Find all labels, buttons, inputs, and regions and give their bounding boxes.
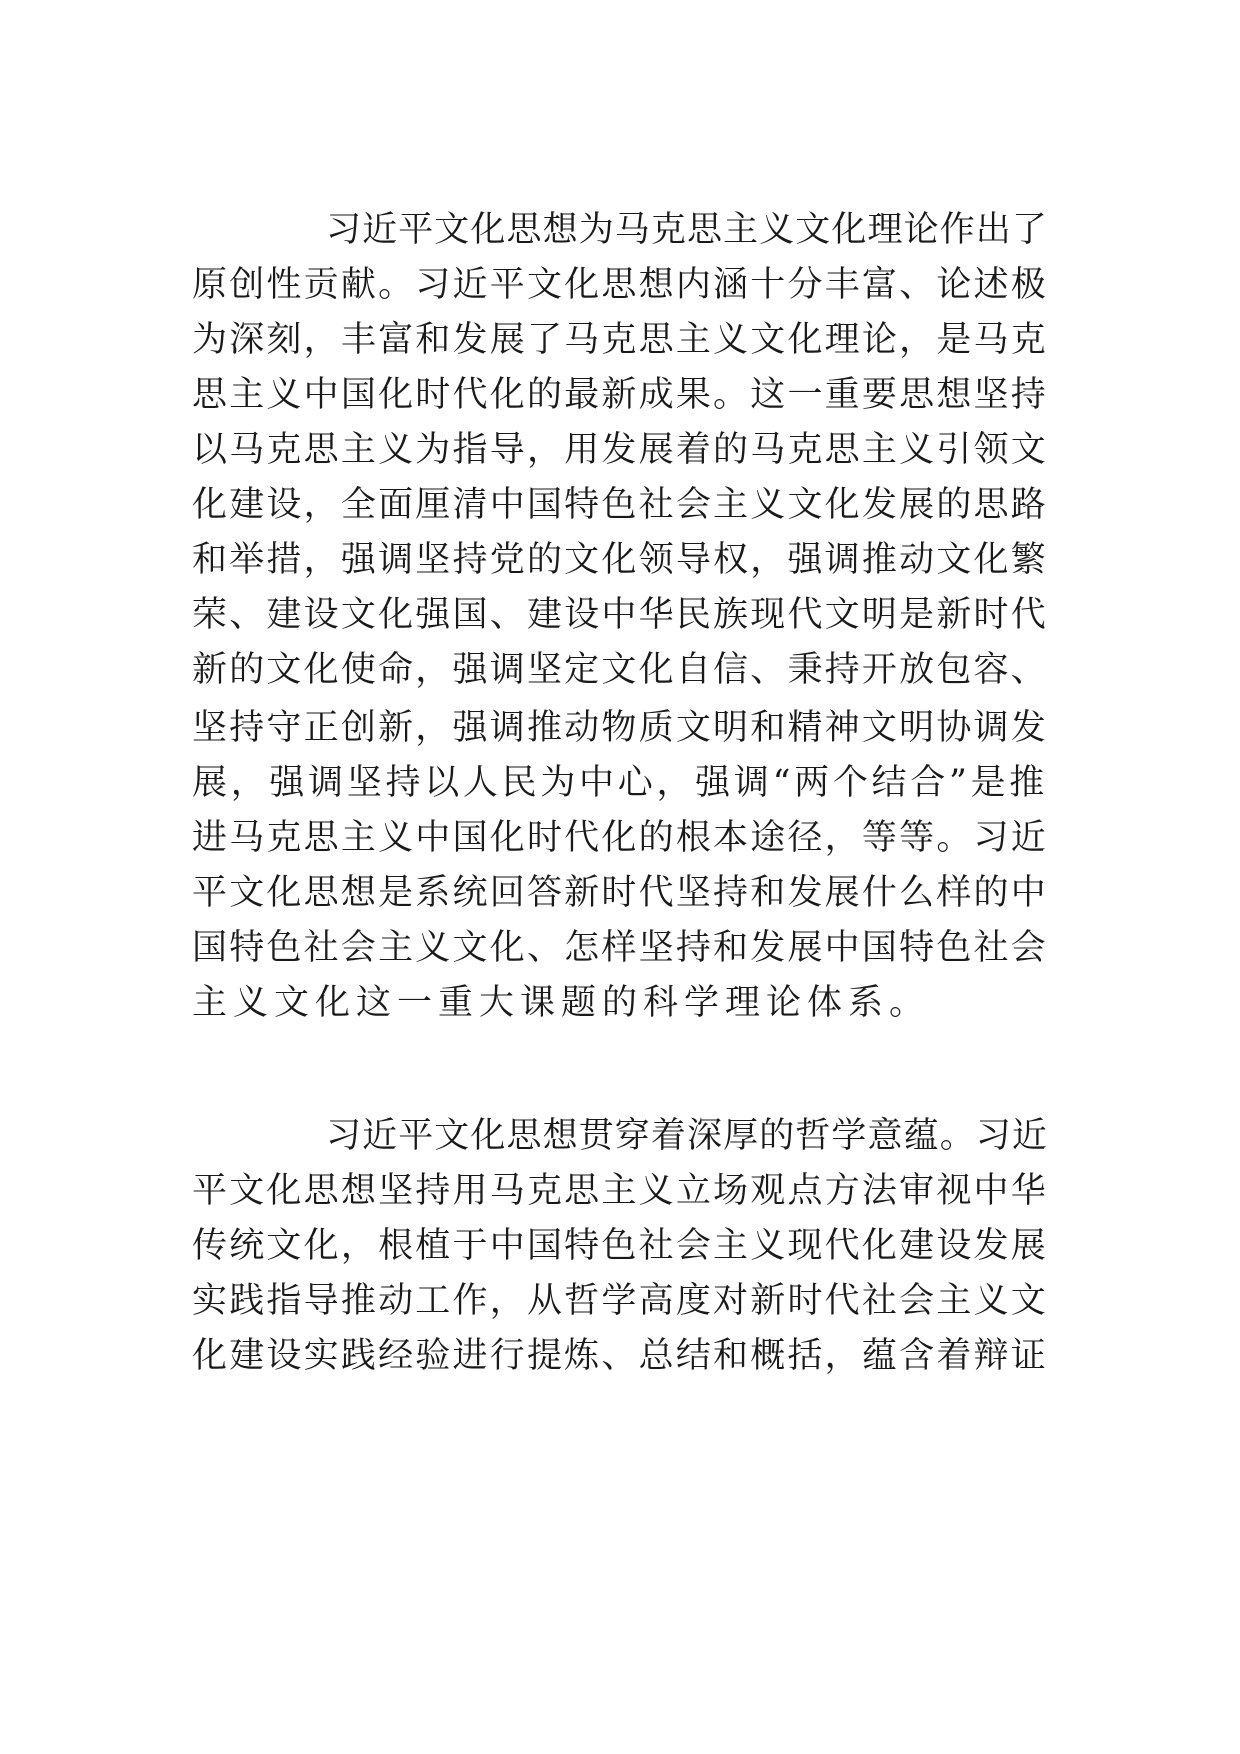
text-line: 荣、建设文化强国、建设中华民族现代文明是新时代 [192,595,1048,635]
text-line: 原创性贡献。习近平文化思想内涵十分丰富、论述极 [192,265,1048,305]
text-line: 实践指导推动工作，从哲学高度对新时代社会主义文 [192,1281,1048,1321]
text-line: 展，强调坚持以人民为中心，强调“两个结合”是推 [192,763,1048,803]
text-line: 思主义中国化时代化的最新成果。这一重要思想坚持 [192,375,1048,415]
text-line: 传统文化，根植于中国特色社会主义现代化建设发展 [192,1226,1048,1266]
text-line: 国特色社会主义文化、怎样坚持和发展中国特色社会 [192,928,1048,968]
text-line: 坚持守正创新，强调推动物质文明和精神文明协调发 [192,708,1048,748]
text-line: 进马克思主义中国化时代化的根本途径，等等。习近 [192,818,1048,858]
text-line: 化建设实践经验进行提炼、总结和概括，蕴含着辩证 [192,1336,1048,1376]
text-line: 新的文化使命，强调坚定文化自信、秉持开放包容、 [192,650,1048,690]
text-line: 习近平文化思想贯穿着深厚的哲学意蕴。习近 [326,1116,1048,1156]
text-line: 为深刻，丰富和发展了马克思主义文化理论，是马克 [192,320,1048,360]
text-line: 和举措，强调坚持党的文化领导权，强调推动文化繁 [192,540,1048,580]
text-line: 以马克思主义为指导，用发展着的马克思主义引领文 [192,430,1048,470]
text-line: 主义文化这一重大课题的科学理论体系。 [192,983,931,1023]
text-line: 平文化思想是系统回答新时代坚持和发展什么样的中 [192,873,1048,913]
text-line: 平文化思想坚持用马克思主义立场观点方法审视中华 [192,1171,1048,1211]
text-line: 化建设，全面厘清中国特色社会主义文化发展的思路 [192,485,1048,525]
text-line: 习近平文化思想为马克思主义文化理论作出了 [326,210,1048,250]
